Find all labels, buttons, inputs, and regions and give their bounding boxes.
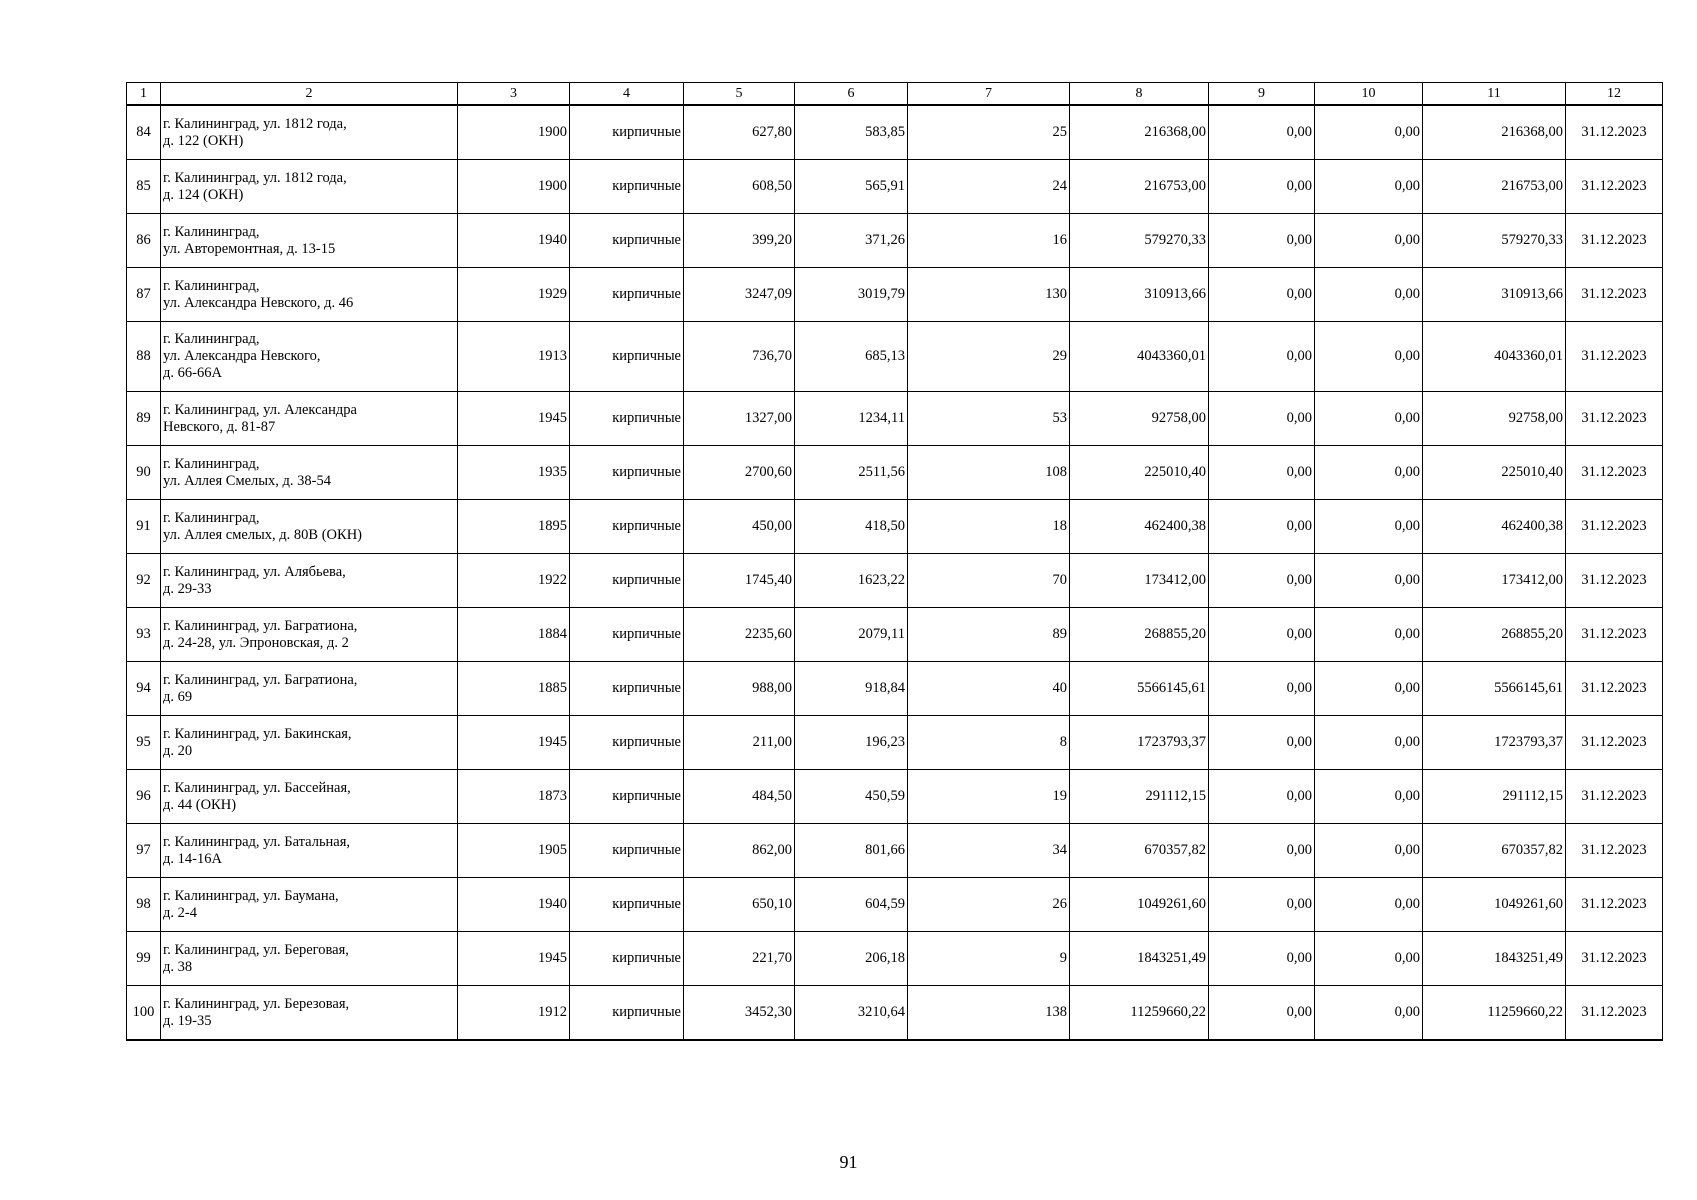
col7-cell: 108 [908,446,1070,500]
col5-cell: 2700,60 [684,446,795,500]
date-cell: 31.12.2023 [1566,554,1663,608]
col9-cell: 0,00 [1209,446,1315,500]
col7-cell: 29 [908,322,1070,392]
col10-cell: 0,00 [1315,770,1423,824]
col5-cell: 608,50 [684,160,795,214]
col9-cell: 0,00 [1209,824,1315,878]
col10-cell: 0,00 [1315,446,1423,500]
date-cell: 31.12.2023 [1566,662,1663,716]
date-cell: 31.12.2023 [1566,878,1663,932]
col10-cell: 0,00 [1315,554,1423,608]
row-number-cell: 90 [127,446,161,500]
col10-cell: 0,00 [1315,322,1423,392]
column-header-4: 4 [570,83,684,106]
address-line: г. Калининград, ул. 1812 года, [163,115,347,132]
date-cell: 31.12.2023 [1566,716,1663,770]
col11-cell: 670357,82 [1423,824,1566,878]
address-cell [161,268,458,322]
row-number-cell: 100 [127,986,161,1041]
col11-cell: 462400,38 [1423,500,1566,554]
column-header-11: 11 [1423,83,1566,106]
col8-cell: 310913,66 [1070,268,1209,322]
col7-cell: 138 [908,986,1070,1041]
col5-cell: 450,00 [684,500,795,554]
col9-cell: 0,00 [1209,392,1315,446]
material-cell: кирпичные [570,446,684,500]
col8-cell: 4043360,01 [1070,322,1209,392]
col7-cell: 18 [908,500,1070,554]
table-row [127,392,1663,446]
col8-cell: 268855,20 [1070,608,1209,662]
address-line: г. Калининград, ул. Бакинская, [163,725,352,742]
year-cell: 1945 [458,716,570,770]
col10-cell: 0,00 [1315,268,1423,322]
address-cell [161,824,458,878]
row-number-cell: 97 [127,824,161,878]
row-number-cell: 87 [127,268,161,322]
col8-cell: 579270,33 [1070,214,1209,268]
address-cell [161,554,458,608]
column-header-6: 6 [795,83,908,106]
material-cell: кирпичные [570,322,684,392]
address-line: ул. Аллея смелых, д. 80В (ОКН) [163,526,362,543]
col8-cell: 670357,82 [1070,824,1209,878]
date-cell: 31.12.2023 [1566,160,1663,214]
date-cell: 31.12.2023 [1566,105,1663,160]
address-cell [161,770,458,824]
column-header-2: 2 [161,83,458,106]
col9-cell: 0,00 [1209,986,1315,1041]
address-line: г. Калининград, [163,455,260,472]
col6-cell: 3210,64 [795,986,908,1041]
row-number-cell: 99 [127,932,161,986]
address-line: г. Калининград, [163,223,260,240]
col7-cell: 9 [908,932,1070,986]
year-cell: 1945 [458,932,570,986]
year-cell: 1873 [458,770,570,824]
col10-cell: 0,00 [1315,986,1423,1041]
table-row [127,932,1663,986]
address-line: д. 44 (ОКН) [163,796,237,813]
column-header-5: 5 [684,83,795,106]
date-cell: 31.12.2023 [1566,214,1663,268]
col5-cell: 221,70 [684,932,795,986]
table-row [127,446,1663,500]
col9-cell: 0,00 [1209,214,1315,268]
col11-cell: 216368,00 [1423,105,1566,160]
address-line: д. 124 (ОКН) [163,186,244,203]
year-cell: 1940 [458,214,570,268]
col6-cell: 604,59 [795,878,908,932]
col11-cell: 216753,00 [1423,160,1566,214]
row-number-cell: 89 [127,392,161,446]
year-cell: 1913 [458,322,570,392]
table-body [127,83,1663,1041]
date-cell: 31.12.2023 [1566,932,1663,986]
address-cell [161,446,458,500]
col9-cell: 0,00 [1209,554,1315,608]
col9-cell: 0,00 [1209,716,1315,770]
col9-cell: 0,00 [1209,878,1315,932]
col10-cell: 0,00 [1315,392,1423,446]
table-row [127,878,1663,932]
row-number-cell: 91 [127,500,161,554]
col6-cell: 918,84 [795,662,908,716]
col11-cell: 1843251,49 [1423,932,1566,986]
row-number-cell: 88 [127,322,161,392]
table-row [127,986,1663,1041]
date-cell: 31.12.2023 [1566,392,1663,446]
table-row [127,268,1663,322]
row-number-cell: 94 [127,662,161,716]
col10-cell: 0,00 [1315,878,1423,932]
col9-cell: 0,00 [1209,322,1315,392]
table-row [127,105,1663,160]
address-line: г. Калининград, ул. Алябьева, [163,563,346,580]
material-cell: кирпичные [570,500,684,554]
address-line: г. Калининград, ул. Береговая, [163,941,349,958]
col9-cell: 0,00 [1209,268,1315,322]
col5-cell: 211,00 [684,716,795,770]
col5-cell: 484,50 [684,770,795,824]
col7-cell: 70 [908,554,1070,608]
address-line: г. Калининград, [163,509,260,526]
col5-cell: 736,70 [684,322,795,392]
col7-cell: 19 [908,770,1070,824]
col10-cell: 0,00 [1315,662,1423,716]
col6-cell: 450,59 [795,770,908,824]
address-line: г. Калининград, ул. Багратиона, [163,671,358,688]
col7-cell: 89 [908,608,1070,662]
col6-cell: 371,26 [795,214,908,268]
year-cell: 1905 [458,824,570,878]
material-cell: кирпичные [570,662,684,716]
address-cell [161,500,458,554]
col6-cell: 565,91 [795,160,908,214]
table-row [127,824,1663,878]
col10-cell: 0,00 [1315,932,1423,986]
address-cell [161,608,458,662]
col10-cell: 0,00 [1315,105,1423,160]
column-header-7: 7 [908,83,1070,106]
col6-cell: 196,23 [795,716,908,770]
material-cell: кирпичные [570,105,684,160]
address-line: г. Калининград, [163,331,260,347]
date-cell: 31.12.2023 [1566,824,1663,878]
material-cell: кирпичные [570,932,684,986]
col8-cell: 173412,00 [1070,554,1209,608]
col11-cell: 1049261,60 [1423,878,1566,932]
col6-cell: 2511,56 [795,446,908,500]
col11-cell: 1723793,37 [1423,716,1566,770]
material-cell: кирпичные [570,824,684,878]
col11-cell: 310913,66 [1423,268,1566,322]
year-cell: 1922 [458,554,570,608]
col10-cell: 0,00 [1315,824,1423,878]
col5-cell: 2235,60 [684,608,795,662]
material-cell: кирпичные [570,608,684,662]
col6-cell: 418,50 [795,500,908,554]
col9-cell: 0,00 [1209,500,1315,554]
col11-cell: 291112,15 [1423,770,1566,824]
col7-cell: 8 [908,716,1070,770]
col10-cell: 0,00 [1315,160,1423,214]
address-cell [161,214,458,268]
address-line: г. Калининград, ул. Баумана, [163,887,339,904]
date-cell: 31.12.2023 [1566,322,1663,392]
row-number-cell: 95 [127,716,161,770]
col6-cell: 2079,11 [795,608,908,662]
address-line: д. 2-4 [163,904,197,921]
year-cell: 1895 [458,500,570,554]
address-cell [161,986,458,1041]
col8-cell: 5566145,61 [1070,662,1209,716]
address-line: Невского, д. 81-87 [163,418,276,435]
date-cell: 31.12.2023 [1566,770,1663,824]
column-header-9: 9 [1209,83,1315,106]
table-row [127,160,1663,214]
col8-cell: 92758,00 [1070,392,1209,446]
address-line: г. Калининград, [163,277,260,294]
address-cell [161,160,458,214]
col11-cell: 579270,33 [1423,214,1566,268]
col5-cell: 399,20 [684,214,795,268]
col6-cell: 685,13 [795,322,908,392]
col9-cell: 0,00 [1209,662,1315,716]
address-line: г. Калининград, ул. Бассейная, [163,779,351,796]
row-number-cell: 92 [127,554,161,608]
material-cell: кирпичные [570,986,684,1041]
column-header-8: 8 [1070,83,1209,106]
table-row [127,500,1663,554]
material-cell: кирпичные [570,214,684,268]
data-table [126,82,1663,1041]
col8-cell: 216368,00 [1070,105,1209,160]
address-line: д. 66-66А [163,365,222,381]
col8-cell: 1843251,49 [1070,932,1209,986]
col6-cell: 1234,11 [795,392,908,446]
col8-cell: 462400,38 [1070,500,1209,554]
material-cell: кирпичные [570,392,684,446]
material-cell: кирпичные [570,716,684,770]
address-cell [161,662,458,716]
address-line: г. Калининград, ул. Батальная, [163,833,351,850]
row-number-cell: 98 [127,878,161,932]
year-cell: 1945 [458,392,570,446]
col10-cell: 0,00 [1315,214,1423,268]
col7-cell: 53 [908,392,1070,446]
address-cell [161,392,458,446]
material-cell: кирпичные [570,160,684,214]
year-cell: 1940 [458,878,570,932]
col7-cell: 16 [908,214,1070,268]
material-cell: кирпичные [570,878,684,932]
address-cell [161,716,458,770]
col5-cell: 1327,00 [684,392,795,446]
table-row [127,322,1663,392]
col5-cell: 1745,40 [684,554,795,608]
address-line: д. 29-33 [163,580,212,597]
row-number-cell: 93 [127,608,161,662]
date-cell: 31.12.2023 [1566,986,1663,1041]
col6-cell: 583,85 [795,105,908,160]
address-line: д. 24-28, ул. Эпроновская, д. 2 [163,634,349,651]
address-line: г. Калининград, ул. Александра [163,401,357,418]
date-cell: 31.12.2023 [1566,608,1663,662]
year-cell: 1929 [458,268,570,322]
row-number-cell: 84 [127,105,161,160]
year-cell: 1912 [458,986,570,1041]
col7-cell: 40 [908,662,1070,716]
col5-cell: 988,00 [684,662,795,716]
address-cell [161,322,458,392]
address-line: д. 122 (ОКН) [163,132,244,149]
col11-cell: 11259660,22 [1423,986,1566,1041]
address-line: ул. Александра Невского, [163,348,321,364]
col7-cell: 25 [908,105,1070,160]
table-row [127,770,1663,824]
col6-cell: 206,18 [795,932,908,986]
col7-cell: 34 [908,824,1070,878]
col9-cell: 0,00 [1209,770,1315,824]
row-number-cell: 85 [127,160,161,214]
col10-cell: 0,00 [1315,500,1423,554]
col9-cell: 0,00 [1209,608,1315,662]
table-header-row [127,83,1663,106]
column-header-10: 10 [1315,83,1423,106]
address-line: ул. Александра Невского, д. 46 [163,294,354,311]
address-line: д. 20 [163,742,193,759]
col7-cell: 130 [908,268,1070,322]
col7-cell: 24 [908,160,1070,214]
column-header-12: 12 [1566,83,1663,106]
row-number-cell: 86 [127,214,161,268]
col8-cell: 225010,40 [1070,446,1209,500]
col6-cell: 1623,22 [795,554,908,608]
date-cell: 31.12.2023 [1566,446,1663,500]
col11-cell: 173412,00 [1423,554,1566,608]
address-line: г. Калининград, ул. Багратиона, [163,617,358,634]
col9-cell: 0,00 [1209,105,1315,160]
address-line: г. Калининград, ул. 1812 года, [163,169,347,186]
row-number-cell: 96 [127,770,161,824]
col9-cell: 0,00 [1209,160,1315,214]
col8-cell: 1049261,60 [1070,878,1209,932]
address-line: д. 38 [163,958,193,975]
col6-cell: 3019,79 [795,268,908,322]
date-cell: 31.12.2023 [1566,500,1663,554]
col5-cell: 3452,30 [684,986,795,1041]
table-row [127,608,1663,662]
col11-cell: 4043360,01 [1423,322,1566,392]
address-line: д. 14-16А [163,850,222,867]
column-header-1: 1 [127,83,161,106]
col8-cell: 216753,00 [1070,160,1209,214]
col7-cell: 26 [908,878,1070,932]
year-cell: 1935 [458,446,570,500]
col10-cell: 0,00 [1315,608,1423,662]
address-line: ул. Авторемонтная, д. 13-15 [163,240,336,257]
year-cell: 1884 [458,608,570,662]
material-cell: кирпичные [570,268,684,322]
address-cell [161,932,458,986]
address-line: г. Калининград, ул. Березовая, [163,995,350,1012]
page-number: 91 [839,1152,858,1172]
table-row [127,554,1663,608]
material-cell: кирпичные [570,770,684,824]
col5-cell: 3247,09 [684,268,795,322]
material-cell: кирпичные [570,554,684,608]
col5-cell: 627,80 [684,105,795,160]
year-cell: 1900 [458,160,570,214]
col8-cell: 1723793,37 [1070,716,1209,770]
col11-cell: 268855,20 [1423,608,1566,662]
col11-cell: 92758,00 [1423,392,1566,446]
col11-cell: 225010,40 [1423,446,1566,500]
col5-cell: 862,00 [684,824,795,878]
col10-cell: 0,00 [1315,716,1423,770]
column-header-3: 3 [458,83,570,106]
address-cell [161,878,458,932]
table-row [127,716,1663,770]
year-cell: 1900 [458,105,570,160]
date-cell: 31.12.2023 [1566,268,1663,322]
col5-cell: 650,10 [684,878,795,932]
address-cell [161,105,458,160]
col8-cell: 291112,15 [1070,770,1209,824]
address-line: д. 19-35 [163,1012,212,1029]
address-line: ул. Аллея Смелых, д. 38-54 [163,472,331,489]
table-row [127,214,1663,268]
col11-cell: 5566145,61 [1423,662,1566,716]
year-cell: 1885 [458,662,570,716]
col9-cell: 0,00 [1209,932,1315,986]
address-line: д. 69 [163,688,193,705]
col6-cell: 801,66 [795,824,908,878]
table-row [127,662,1663,716]
col8-cell: 11259660,22 [1070,986,1209,1041]
